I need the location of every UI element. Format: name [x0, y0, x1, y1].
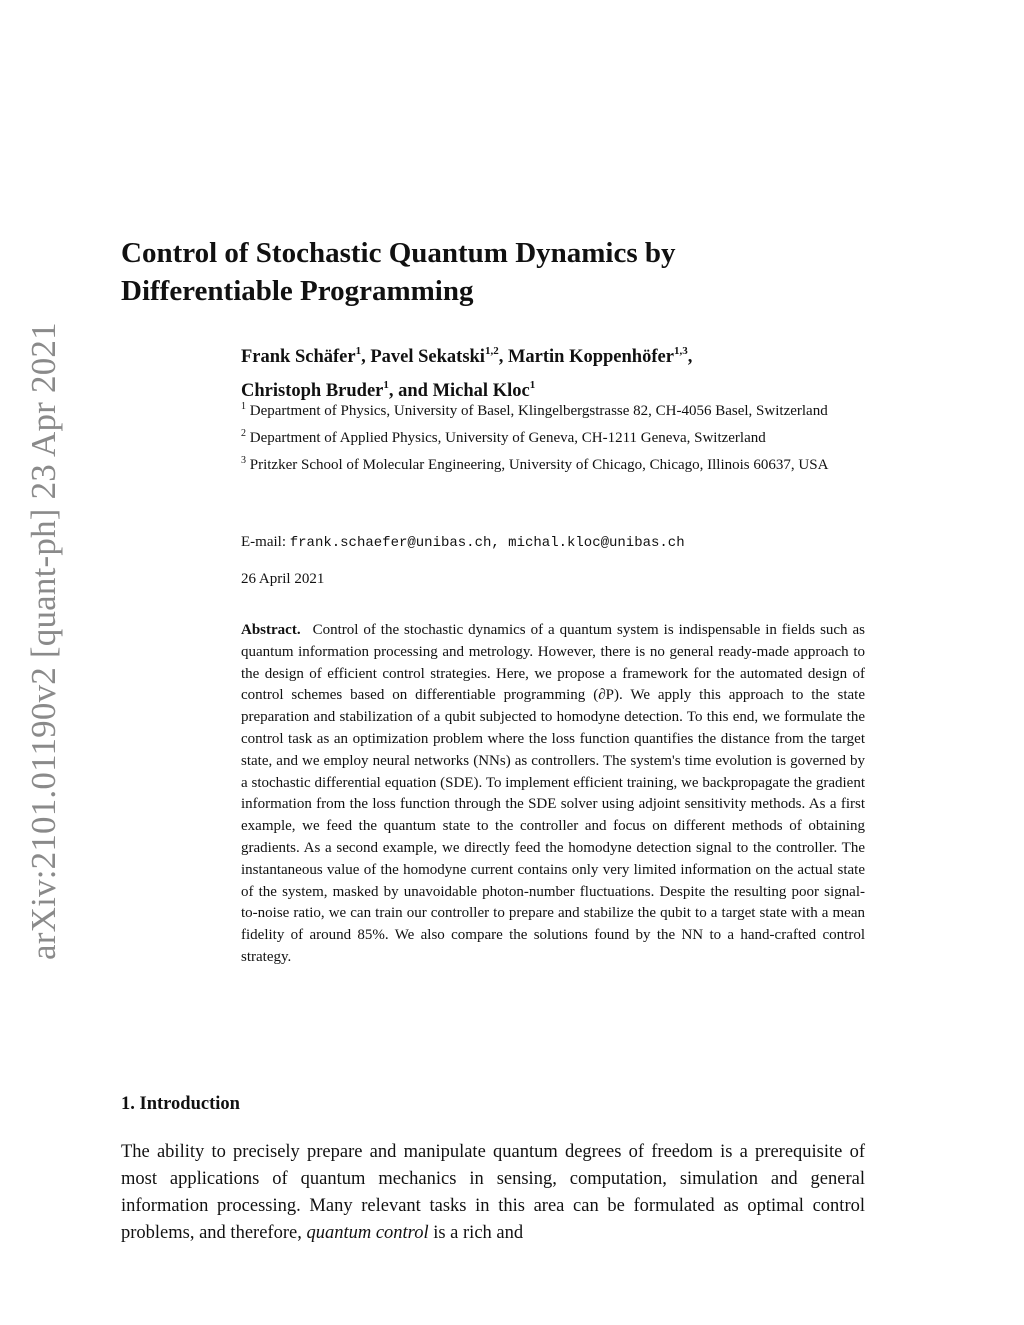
abstract-label: Abstract. [241, 622, 301, 638]
publication-date: 26 April 2021 [241, 571, 325, 587]
affiliation: $^2$ Department of Applied Physics, University of Geneva, CH-1211 Geneva, Switzerland [241, 427, 766, 446]
affiliation: $^1$ Department of Physics, University of Basel, Klingelbergstrasse 82, CH-4056 Basel, Switzerland [241, 401, 828, 419]
email-label: E-mail: [241, 534, 286, 550]
author: Martin Koppenhöfer$^{1,3}$, [507, 345, 693, 368]
emphasis-quantum-control: quantum control [306, 1223, 429, 1243]
email-addresses[interactable]: frank.schaefer@unibas.ch, michal.kloc@unibas.ch [289, 535, 685, 551]
abstract-text: Control of the stochastic dynamics of a quantum system is indispensable in fields such as quantum information processing and metrology. However, there is no general ready-made approach to the design of efficient control strategies. Here, we propose a framework for the automated design of control schemes based on differentiable programming (∂P). We apply this approach to the state preparation and stabilization of a qubit subjected to homodyne detection. To this end, we formulate the control task as an optimization problem where the loss function quantifies the distance from the target state, and we employ neural networks (NNs) as controllers. The system's time evolution is governed by a stochastic differential equation (SDE). To implement efficient training, we backpropagate the gradient information from the loss function through the SDE solver using adjoint sensitivity methods. As a first example, we feed the quantum state to the controller and focus on different methods of obtaining gradients. As a second example, we directly feed the homodyne detection signal to the controller. The instantaneous value of the homodyne current contains only very limited information on the actual state of the system, masked by unavoidable photon-number fluctuations. Despite the resulting poor signal-to-noise ratio, we can train our controller to prepare and stabilize the qubit to a target state with a mean fidelity of around 85%. We also compare the solutions found by the NN to a hand-crafted control strategy. [241, 622, 865, 965]
section-heading-introduction: 1. Introduction [121, 1094, 240, 1114]
author: Pavel Sekatski$^{1,2}$, [370, 345, 508, 368]
abstract [241, 620, 865, 969]
author: Christoph Bruder$^1$, and [241, 379, 433, 402]
introduction-paragraph: The ability to precisely prepare and manipulate quantum degrees of freedom is a prerequisite of most applications of quantum mechanics in sensing, computation, simulation and general information processing. Many relevant tasks in this area can be formulated as optimal control problems, and therefore, quantum control is a rich and [121, 1142, 865, 1243]
paper-title [121, 234, 881, 310]
title-line-1: Control of Stochastic Quantum Dynamics by [121, 237, 676, 269]
author: Frank Schäfer$^1$, [241, 345, 371, 368]
affiliation: $^3$ Pritzker School of Molecular Engineering, University of Chicago, Chicago, Illinois 60637, USA [241, 454, 829, 473]
title-line-2: Differentiable Programming [121, 275, 474, 307]
affiliation-list [241, 396, 881, 476]
arxiv-identifier: arXiv:2101.01190v2 [quant-ph] 23 Apr 2021 [24, 322, 63, 960]
author: Michal Kloc$^1$ [432, 379, 536, 402]
email-line [241, 534, 881, 551]
